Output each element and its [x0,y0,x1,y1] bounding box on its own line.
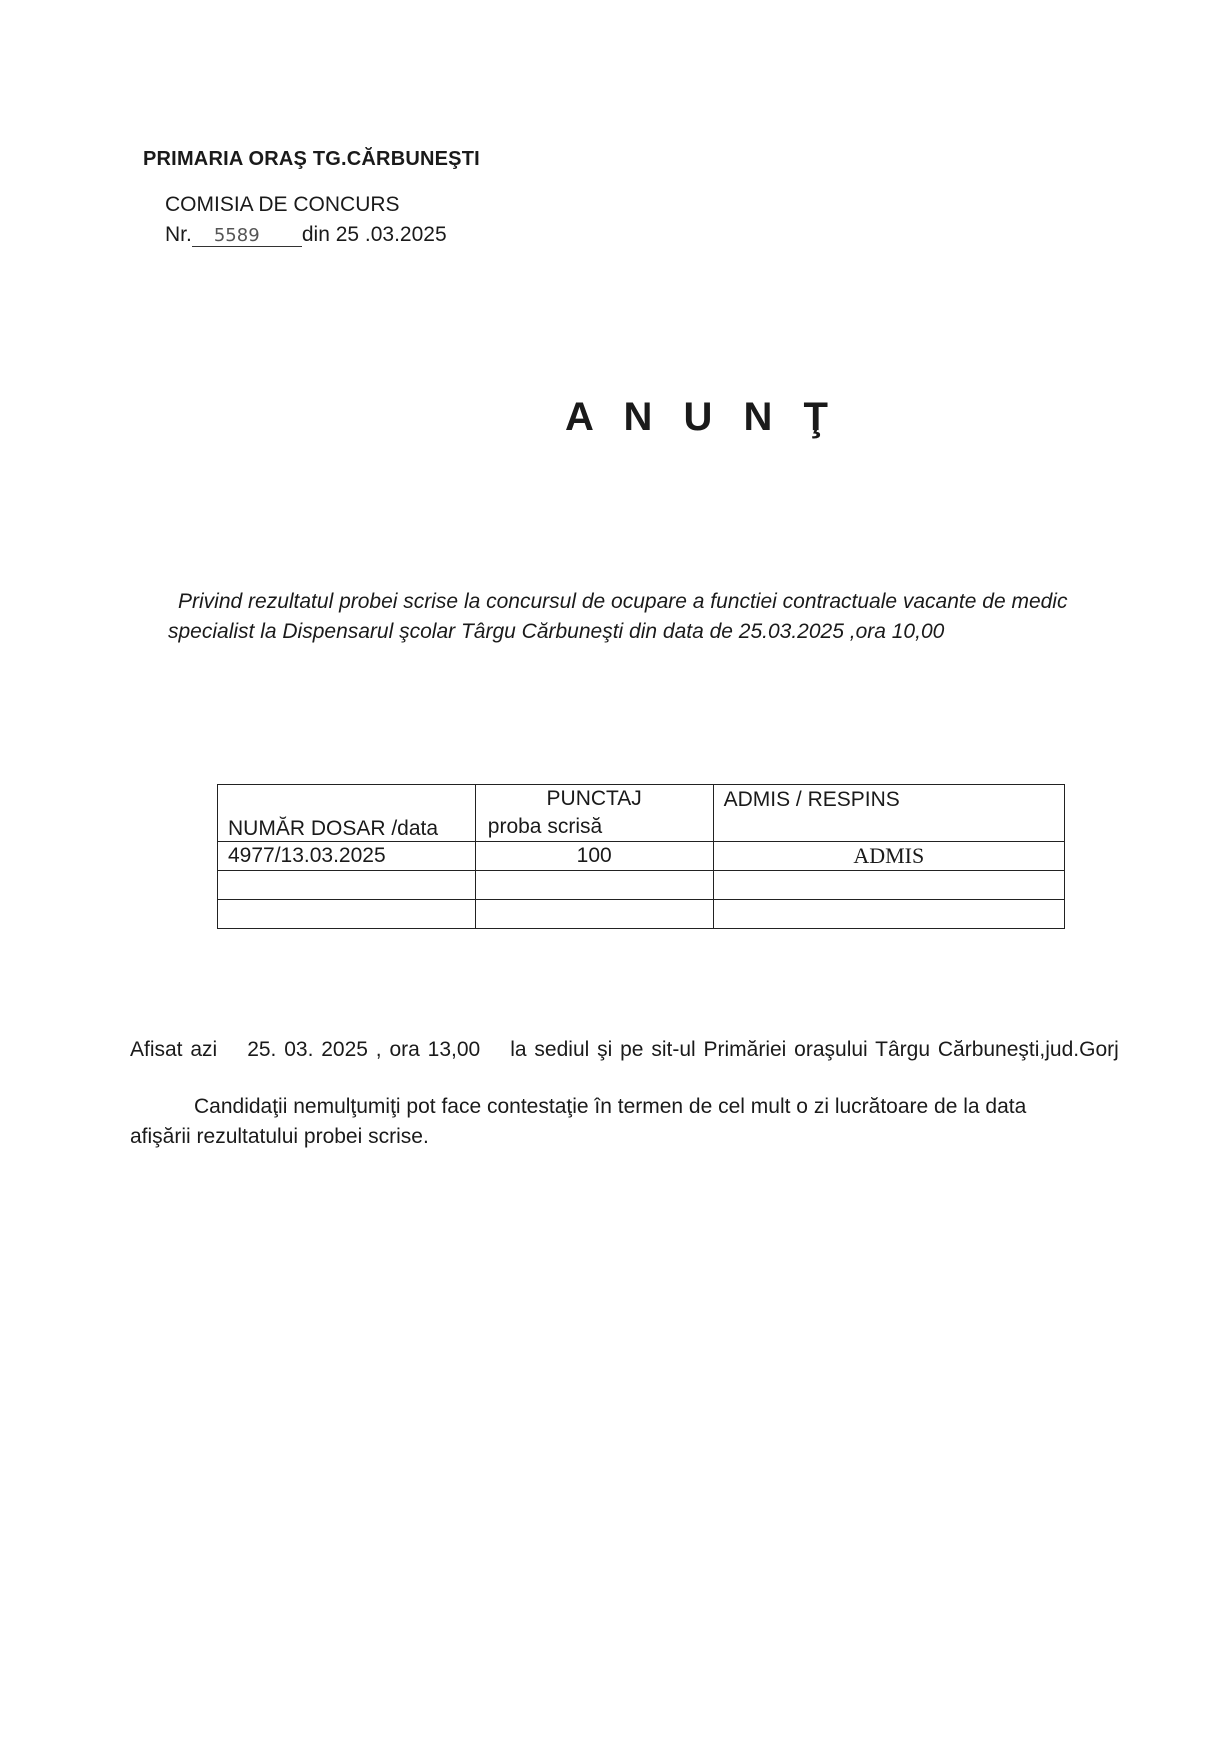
header-rezultat: ADMIS / RESPINS [713,785,1064,842]
cell-empty [713,900,1064,929]
posted-time: ora 13,00 [389,1038,481,1061]
posted-date: 25. 03. 2025 , [247,1038,382,1061]
posted-label: Afisat azi [130,1038,218,1061]
posted-place: la sediul şi pe sit-ul Primăriei oraşului Târgu Cărbuneşti,jud.Gorj [510,1038,1119,1061]
cell-dosar: 4977/13.03.2025 [218,842,476,871]
cell-rezultat: ADMIS [713,842,1064,871]
intro-line-1: Privind rezultatul probei scrise la concursul de ocupare a functiei contractuale vacante de medic [178,590,1068,613]
registration-date: din 25 .03.2025 [301,223,447,246]
cell-empty [475,900,713,929]
registration-line [165,223,447,247]
contest-paragraph [130,1092,1090,1152]
header-punctaj-line1: PUNCTAJ [546,787,642,810]
cell-empty [475,871,713,900]
contest-text: Candidaţii nemulţumiţi pot face contestaţie în termen de cel mult o zi lucrătoare de la data afişării rezultatului probei scrise. [130,1095,1027,1148]
table-header-row [218,785,1065,842]
cell-punctaj: 100 [475,842,713,871]
cell-empty [218,900,476,929]
results-table [217,784,1065,929]
table-row-empty [218,871,1065,900]
intro-line-2: specialist la Dispensarul şcolar Târgu Cărbuneşti din data de 25.03.2025 ,ora 10,00 [168,620,945,643]
posting-notice [130,1038,1119,1062]
header-dosar: NUMĂR DOSAR /data [218,785,476,842]
institution-name: PRIMARIA ORAŞ TG.CĂRBUNEŞTI [143,148,480,170]
header-punctaj [475,785,713,842]
header-punctaj-line2: proba scrisă [487,815,603,838]
registration-number-label: Nr. [165,223,192,246]
page-title: A N U N Ţ [565,395,838,439]
intro-paragraph [168,587,1108,647]
table-row [218,842,1065,871]
cell-empty [713,871,1064,900]
registration-number: 5589 [192,226,302,247]
cell-empty [218,871,476,900]
commission-name: COMISIA DE CONCURS [165,193,400,216]
table-row-empty [218,900,1065,929]
